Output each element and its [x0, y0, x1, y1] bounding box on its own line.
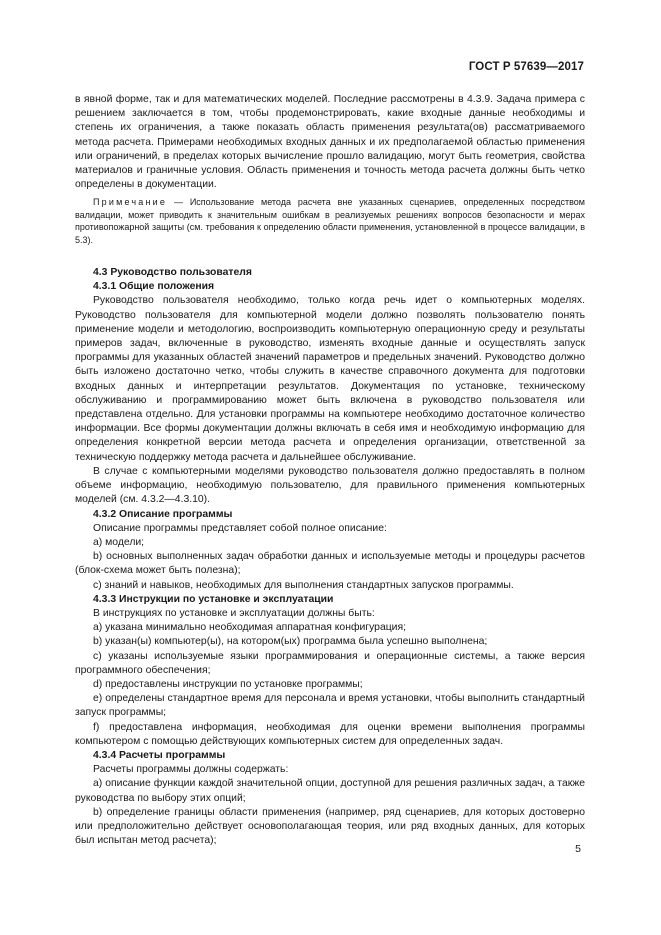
list-item-4-3-3-f: f) предоставлена информация, необходимая для оценки времени выполнения программы компьютером с помощью действующих компьютерных систем для определенных задач. [75, 721, 585, 747]
note-paragraph [75, 196, 585, 246]
subsection-heading-4-3-1: 4.3.1 Общие положения [93, 281, 215, 293]
intro-paragraph: в явной форме, так и для математических моделей. Последние рассмотрены в 4.3.9. Задача примера с решением заключается в том, чтобы продемонстрировать, какие входные данные необходимы и степень их ограничения, а также показать область применения результата(ов) рассматриваемого метода расчета. Примерами необходимых входных данных и их предполагаемой областью применения или ограничений, в пределах которых вычисление прошло валидацию, могут быть геометрия, свойства материалов и граничные условия. Область применения и точность метода расчета должны быть четко определены в документации. [75, 94, 585, 191]
paragraph-4-3-1-a: Руководство пользователя необходимо, только когда речь идет о компьютерных моделях. Руководство пользователя для компьютерной модели должно позволять пользователю понять применение модели и методологию, воспроизводить компьютерную операционную среду и результаты примеров задач, включенные в руководство, изменять входные данные и осуществлять запуск программы для указанных областей значений параметров и предельных значений. Руководство должно быть изложено достаточно четко, чтобы служить в качестве справочного документа для подготовки входных данных и интерпретации результатов. Документация по установке, техническому обслуживанию и программированию может быть включена в руководство пользователя или представлена отдельно. Для установки программы на компьютере необходимо достаточное количество информации. Все формы документации должны включать в себя имя и необходимую информацию для определения конкретной версии метода расчета и определения организации, ответственной за техническую поддержку метода расчета и дальнейшее обслуживание. [75, 295, 585, 463]
list-item-4-3-3-e: е) определены стандартное время для персонала и время установки, чтобы выполнить стандартный запуск программы; [75, 693, 585, 719]
page-number: 5 [575, 843, 581, 855]
lead-4-3-2: Описание программы представляет собой полное описание: [93, 522, 387, 534]
list-item-4-3-2-a: а) модели; [93, 536, 145, 548]
document-code-header: ГОСТ Р 57639—2017 [468, 61, 584, 73]
list-item-4-3-4-b: b) определение границы области применения (например, ряд сценариев, для которых достоверно или предположительно действует основополагающая теория, или ряд входных данных, для которых был испытан метод расчета); [75, 806, 585, 847]
list-item-4-3-2-c: с) знаний и навыков, необходимых для выполнения стандартных запусков программы. [93, 579, 514, 591]
subsection-heading-4-3-3: 4.3.3 Инструкции по установке и эксплуатации [93, 593, 334, 605]
note-text: — Использование метода расчета вне указанных сценариев, определенных посредством валидации, может приводить к значительным ошибкам в реализуемых решениях вопросов безопасности и мерах противопожарной защиты (см. требования к определению области применения, установленной в процессе валидации, в 5.3). [75, 197, 585, 245]
subsection-heading-4-3-2: 4.3.2 Описание программы [93, 508, 233, 520]
document-body [75, 93, 585, 848]
list-item-4-3-3-b: b) указан(ы) компьютер(ы), на котором(ых) программа была успешно выполнена; [93, 636, 488, 648]
list-item-4-3-2-b: b) основных выполненных задач обработки данных и используемые методы и процедуры расчетов (блок-схема может быть полезна); [75, 551, 585, 577]
list-item-4-3-3-a: а) указана минимально необходимая аппаратная конфигурация; [93, 622, 406, 634]
list-item-4-3-3-d: d) предоставлены инструкции по установке программы; [93, 678, 363, 690]
list-item-4-3-3-c: с) указаны используемые языки программирования и операционные системы, а также версия программного обеспечения; [75, 650, 585, 676]
paragraph-4-3-1-b: В случае с компьютерными моделями руководство пользователя должно предоставлять в полном объеме информацию, необходимую пользователю, для правильного применения компьютерных моделей (см. 4.3.2—4.3.10). [75, 465, 585, 506]
lead-4-3-3: В инструкциях по установке и эксплуатации должны быть: [93, 607, 375, 619]
subsection-heading-4-3-4: 4.3.4 Расчеты программы [93, 749, 226, 761]
note-label: Примечание [93, 197, 168, 208]
section-heading-4-3: 4.3 Руководство пользователя [93, 267, 252, 279]
list-item-4-3-4-a: а) описание функции каждой значительной опции, доступной для решения различных задач, а также руководства по выбору этих опций; [75, 778, 585, 804]
lead-4-3-4: Расчеты программы должны содержать: [93, 764, 289, 776]
